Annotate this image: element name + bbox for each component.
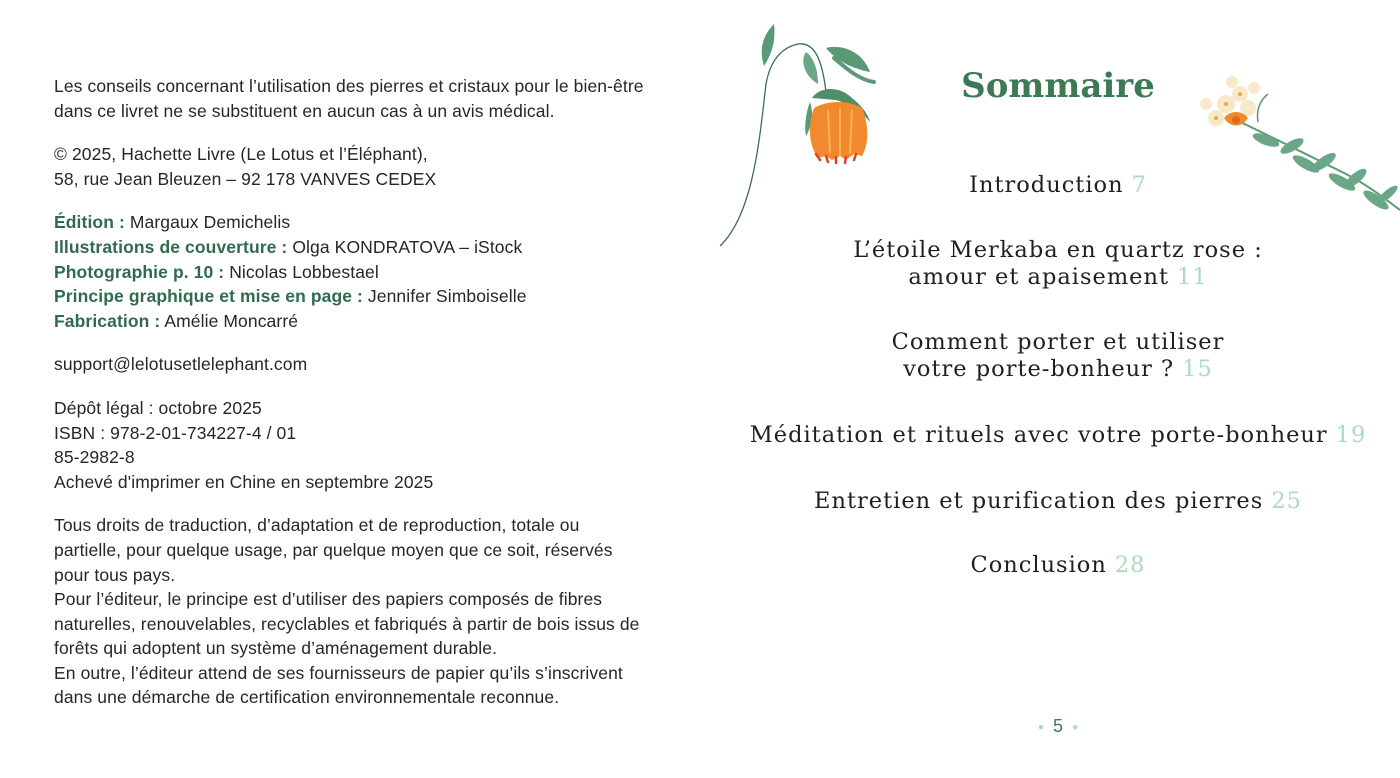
reference-number: 85-2982-8 — [54, 447, 135, 468]
toc-entry-merkaba[interactable] — [760, 237, 1356, 291]
toc-entry-title: amour et apaisement — [908, 264, 1170, 290]
toc-page-number: 11 — [1177, 264, 1208, 290]
credits — [54, 210, 644, 333]
copyright — [54, 142, 644, 191]
credit-value: Margaux Demichelis — [129, 212, 291, 233]
credit-label: Photographie p. 10 : — [54, 261, 225, 282]
toc-entry-meditation[interactable] — [700, 422, 1400, 449]
toc-title: Sommaire — [961, 66, 1155, 106]
rights-sentence: Pour l’éditeur, le principe est d’utiliser des papiers composés de fibres naturelles, renouvelables, recyclables et fabriqués à partir de bois issus de forêts qui adoptent un système d’aménagement durable. — [54, 589, 640, 659]
toc-page-number: 28 — [1114, 552, 1146, 578]
toc-entry-title: Conclusion — [970, 552, 1107, 578]
credit-value: Amélie Moncarré — [164, 310, 299, 331]
toc-entry-introduction[interactable] — [760, 172, 1356, 199]
toc-entry-entretien[interactable] — [760, 488, 1356, 515]
toc-page-number: 15 — [1182, 356, 1213, 382]
toc-entry-comment-porter[interactable] — [760, 329, 1356, 383]
disclaimer: Les conseils concernant l’utilisation des pierres et cristaux pour le bien-être dans ce livret ne se substituent en aucun cas à un avis médical. — [54, 76, 644, 121]
toc-entry-conclusion[interactable] — [760, 552, 1356, 579]
toc-entry-title: Entretien et purification des pierres — [814, 488, 1264, 514]
colophon — [54, 74, 644, 729]
credit-value: Nicolas Lobbestael — [229, 261, 379, 282]
toc-page — [700, 0, 1400, 778]
credit-value: Jennifer Simboiselle — [367, 286, 527, 307]
rights-sentence: En outre, l’éditeur attend de ses fournisseurs de papier qu’ils s’inscrivent dans une démarche de certification environnementale reconnue. — [54, 662, 623, 708]
toc-page-number: 7 — [1131, 172, 1147, 198]
credit-value: Olga KONDRATOVA – iStock — [292, 236, 523, 257]
legal-deposit: Dépôt légal : octobre 2025 — [54, 397, 262, 418]
rights-notice — [54, 513, 644, 710]
toc-page-number: 19 — [1335, 422, 1367, 448]
copyright-line-1: © 2025, Hachette Livre (Le Lotus et l’Éléphant), — [54, 144, 428, 165]
folio — [1028, 716, 1088, 737]
folio-dot-right: ● — [1072, 721, 1079, 733]
toc-entry-title: Introduction — [969, 172, 1124, 198]
rights-sentence: Tous droits de traduction, d’adaptation et de reproduction, totale ou partielle, pour quelque usage, par quelque moyen que ce soit, réservés pour tous pays. — [54, 515, 613, 585]
toc-entry-title: votre porte-bonheur ? — [903, 356, 1175, 382]
folio-number: 5 — [1052, 716, 1063, 736]
credit-label: Principe graphique et mise en page : — [54, 286, 363, 307]
toc-entry-title: Comment porter et utiliser — [891, 329, 1225, 355]
isbn: ISBN : 978-2-01-734227-4 / 01 — [54, 422, 297, 443]
copyright-line-2: 58, rue Jean Bleuzen – 92 178 VANVES CEDEX — [54, 168, 437, 189]
support-email: support@lelotusetlelephant.com — [54, 354, 308, 375]
hanging-orange-flower-illustration — [714, 14, 884, 254]
legal-info — [54, 396, 644, 494]
credit-label: Fabrication : — [54, 310, 161, 331]
toc-entry-title: L’étoile Merkaba en quartz rose : — [853, 237, 1263, 263]
credit-label: Édition : — [54, 212, 125, 233]
folio-dot-left: ● — [1037, 721, 1044, 733]
credit-label: Illustrations de couverture : — [54, 236, 288, 257]
toc-entry-title: Méditation et rituels avec votre porte-bonheur — [749, 422, 1328, 448]
toc-page-number: 25 — [1271, 488, 1302, 514]
printing-info: Achevé d'imprimer en Chine en septembre 2025 — [54, 471, 434, 492]
